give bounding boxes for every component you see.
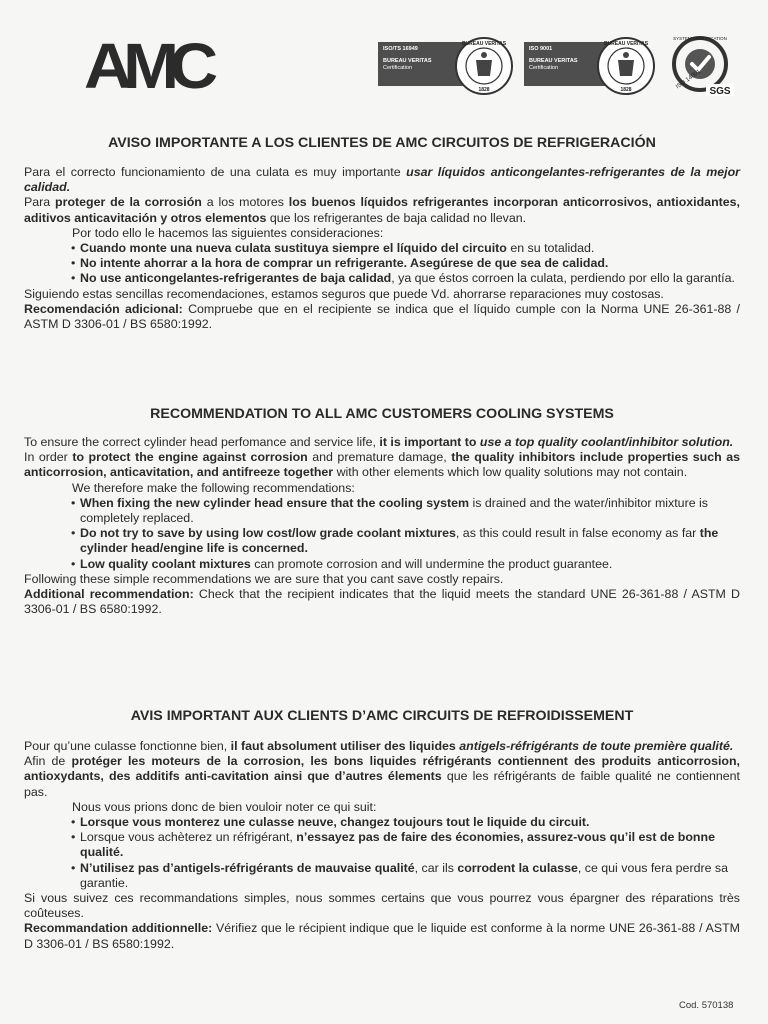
list-item: • Low quality coolant mixtures can promote corrosion and will undermine the product guarantee. [24, 557, 740, 572]
en-paragraph-4: Following these simple recommendations we are sure that you cant save costly repairs. [24, 571, 504, 586]
en-recommendation-list [24, 496, 740, 572]
section-french [24, 707, 740, 952]
list-item: • N’utilisez pas d’antigels-réfrigérants de mauvaise qualité, car ils corrodent la culasse, ce qui vous fera perdre sa garantie. [24, 861, 740, 891]
es-paragraph-3: Por todo ello le hacemos las siguientes consideraciones: [72, 225, 384, 240]
sgs-label: SGS [709, 86, 731, 97]
sgs-certification-icon [668, 34, 738, 98]
fr-paragraph-4: Si vous suivez ces recommandations simples, nous sommes certains que vous pourrez vous épargner des réparations très coûteuses. [24, 891, 740, 921]
cert-iso-9001-org: BUREAU VERITAS [529, 58, 578, 64]
cert-iso-ts-org: BUREAU VERITAS [383, 58, 432, 64]
list-item: • No intente ahorrar a la hora de comprar un refrigerante. Asegúrese de que sea de calidad. [24, 256, 740, 271]
es-paragraph-5: Recomendación adicional: Compruebe que en el recipiente se indica que el líquido cumple con la Norma UNE 26-361-88 / ASTM D 3306-01 / BS 6580:1992. [24, 301, 741, 332]
section-title-fr: AVIS IMPORTANT AUX CLIENTS D’AMC CIRCUITS DE REFROIDISSEMENT [130, 708, 634, 724]
seal-year-2: 1828 [620, 87, 632, 93]
list-item: • Lorsque vous achèterez un réfrigérant, n’essayez pas de faire des économies, assurez-vous qu’il est de bonne qualité. [24, 830, 740, 860]
seal-text: BUREAU VERITAS [461, 41, 507, 47]
es-paragraph-4: Siguiendo estas sencillas recomendaciones, estamos seguros que puede Vd. ahorrarse reparaciones muy costosas. [24, 286, 664, 301]
section-title-es: AVISO IMPORTANTE A LOS CLIENTES DE AMC CIRCUITOS DE REFRIGERACIÓN [108, 135, 656, 151]
cert-iso-9001-sub: Certification [529, 65, 559, 71]
es-recommendation-list [24, 241, 740, 287]
list-item: • Lorsque vous monterez une culasse neuve, changez toujours tout le liquide du circuit. [24, 815, 740, 830]
seal-text-2: BUREAU VERITAS [603, 41, 649, 47]
cert-iso-ts-sub: Certification [383, 65, 413, 71]
section-spanish [24, 134, 740, 332]
fr-recommendation-list [24, 815, 740, 891]
sgs-ring-text: SYSTEM CERTIFICATION [673, 36, 727, 41]
en-paragraph-5: Additional recommendation: Check that the recipient indicates that the liquid meets the standard UNE 26-361-88 / ASTM D 3306-01 / BS 6580:1992. [24, 587, 740, 617]
fr-paragraph-1: Pour qu’une culasse fonctionne bien, il faut absolument utiliser des liquides antigels-réfrigérants de toute première qualité. [24, 739, 734, 753]
seal-year: 1828 [478, 87, 490, 93]
section-title-en: RECOMMENDATION TO ALL AMC CUSTOMERS COOLING SYSTEMS [150, 406, 614, 422]
section-english [24, 405, 740, 617]
cert-badge-iso-ts [378, 42, 466, 86]
document-code: Cod. 570138 [679, 1000, 734, 1011]
en-paragraph-1: To ensure the correct cylinder head perfomance and service life, it is important to use a top quality coolant/inhibitor solution. [24, 435, 734, 449]
amc-logo: AMC [84, 30, 209, 102]
bureau-veritas-seal-icon [454, 36, 514, 96]
bureau-veritas-seal-icon-2 [596, 36, 656, 96]
list-item: • When fixing the new cylinder head ensure that the cooling system is drained and the water/inhibitor mixture is completely replaced. [24, 496, 740, 526]
es-paragraph-2: Para proteger de la corrosión a los motores los buenos líquidos refrigerantes incorporan anticorrosivos, antioxidantes, aditivos anticavitación y otros elementos que los refrigerantes de baja calidad no llevan. [24, 195, 740, 225]
cert-iso-ts-label: ISO/TS 16949 [383, 46, 418, 52]
fr-paragraph-3: Nous vous prions donc de bien vouloir noter ce qui suit: [72, 799, 377, 814]
fr-paragraph-5: Recommandation additionnelle: Vérifiez que le récipient indique que le liquide est conforme à la norme UNE 26-361-88 / ASTM D 3306-01 / BS 6580:1992. [24, 921, 740, 951]
list-item: • Do not try to save by using low cost/low grade coolant mixtures, as this could result in false economy as far the cylinder head/engine life is concerned. [24, 526, 740, 556]
list-item: • Cuando monte una nueva culata sustituya siempre el líquido del circuito en su totalidad. [24, 241, 740, 256]
sgs-iso-text: ISO 14001 [675, 68, 703, 91]
fr-paragraph-2: Afin de protéger les moteurs de la corrosion, les bons liquides réfrigérants contiennent des produits anticorrosion, antioxydants, des additifs anti-cavitation ainsi que d’autres élements que les réfrigérants de faible qualité ne contiennent pas. [24, 754, 741, 799]
es-paragraph-1: Para el correcto funcionamiento de una culata es muy importante usar líquidos anticongelantes-refrigerantes de la mejor calidad. [24, 165, 741, 195]
en-paragraph-3: We therefore make the following recommendations: [72, 480, 355, 495]
cert-iso-9001-label: ISO 9001 [529, 46, 553, 52]
en-paragraph-2: In order to protect the engine against corrosion and premature damage, the quality inhibitors include properties such as anticorrosion, anticavitation, and antifreeze together with other elements which low quality solutions may not contain. [24, 450, 740, 480]
list-item: • No use anticongelantes-refrigerantes de baja calidad, ya que éstos corroen la culata, perdiendo por ello la garantía. [24, 271, 740, 286]
